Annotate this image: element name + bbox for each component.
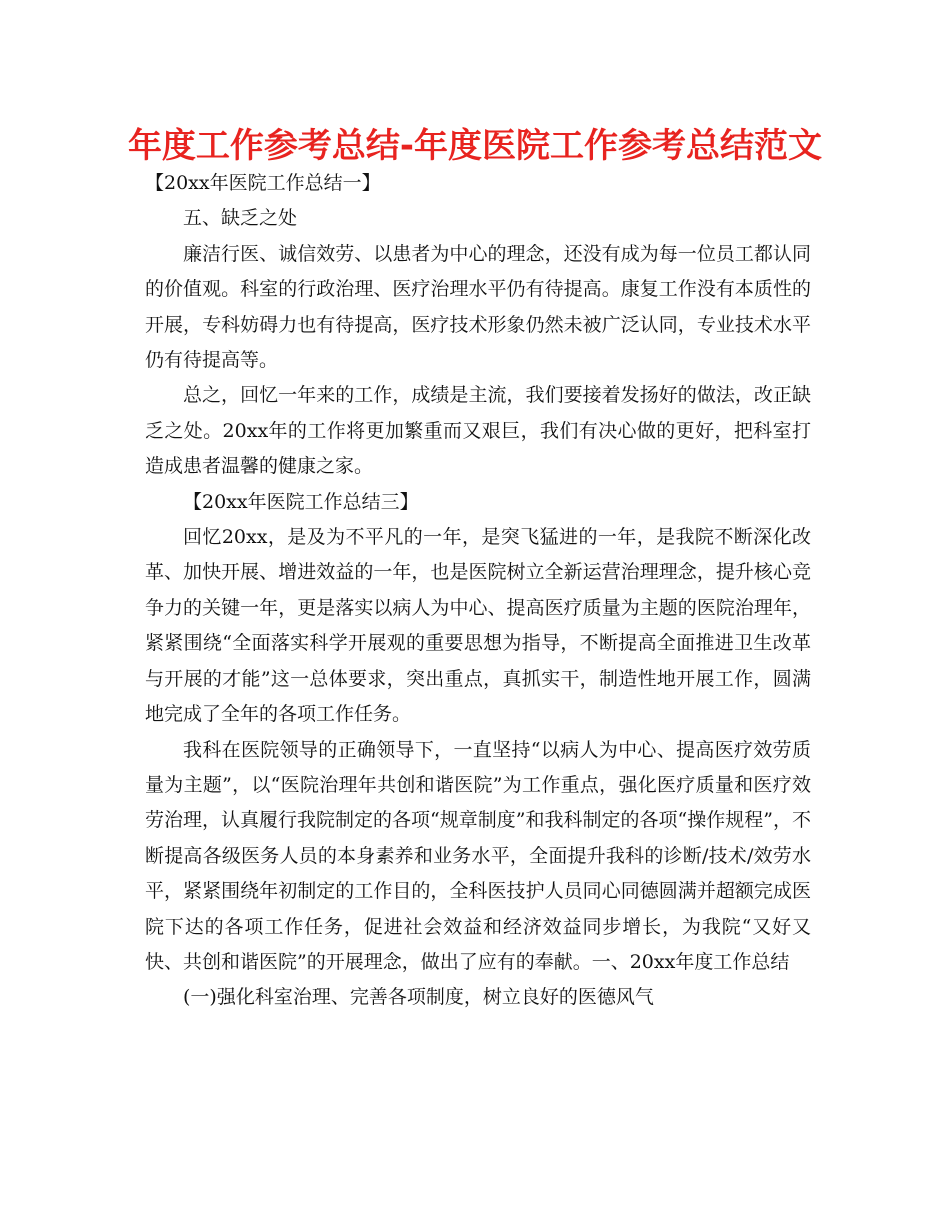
paragraph-shortcomings: 廉洁行医、诚信效劳、以患者为中心的理念，还没有成为每一位员工都认同的价值观。科室的行政治理、医疗治理水平仍有待提高。康复工作没有本质性的开展，专科妨碍力也有待提高，医疗技术形象仍然未被广泛认同，专业技术水平仍有待提高等。: [145, 242, 811, 372]
document-body: [145, 166, 811, 1016]
paragraph-review: 回忆20xx，是及为不平凡的一年，是突飞猛进的一年，是我院不断深化改革、加快开展、增进效益的一年，也是医院树立全新运营治理理念，提升核心竞争力的关键一年，更是落实以病人为中心、提高医疗质量为主题的医院治理年，紧紧围绕“全面落实科学开展观的重要思想为指导，不断提高全面推进卫生改革与开展的才能”这一总体要求，突出重点，真抓实干，制造性地开展工作，圆满地完成了全年的各项工作任务。: [145, 526, 811, 726]
paragraph-management-heading: (一)强化科室治理、完善各项制度，树立良好的医德风气: [183, 986, 654, 1009]
section-heading-summary-three: 【20xx年医院工作总结三】: [183, 490, 419, 513]
document-title: 年度工作参考总结-年度医院工作参考总结范文: [127, 126, 823, 166]
paragraph-department: 我科在医院领导的正确领导下，一直坚持“以病人为中心、提高医疗效劳质量为主题”，以“医院治理年共创和谐医院”为工作重点，强化医疗质量和医疗效劳治理，认真履行我院制定的各项“规章制度”和我科制定的各项“操作规程”，不断提高各级医务人员的本身素养和业务水平，全面提升我科的诊断/技术/效劳水平，紧紧围绕年初制定的工作目的，全科医技护人员同心同德圆满并超额完成医院下达的各项工作任务，促进社会效益和经济效益同步增长，为我院“又好又快、共创和谐医院”的开展理念，做出了应有的奉献。一、20xx年度工作总结: [145, 738, 811, 973]
paragraph-conclusion: 总之，回忆一年来的工作，成绩是主流，我们要接着发扬好的做法，改正缺乏之处。20xx年的工作将更加繁重而又艰巨，我们有决心做的更好，把科室打造成患者温馨的健康之家。: [145, 384, 811, 478]
section-heading-summary-one: 【20xx年医院工作总结一】: [145, 172, 381, 194]
section-heading-shortcomings: 五、缺乏之处: [183, 207, 298, 230]
